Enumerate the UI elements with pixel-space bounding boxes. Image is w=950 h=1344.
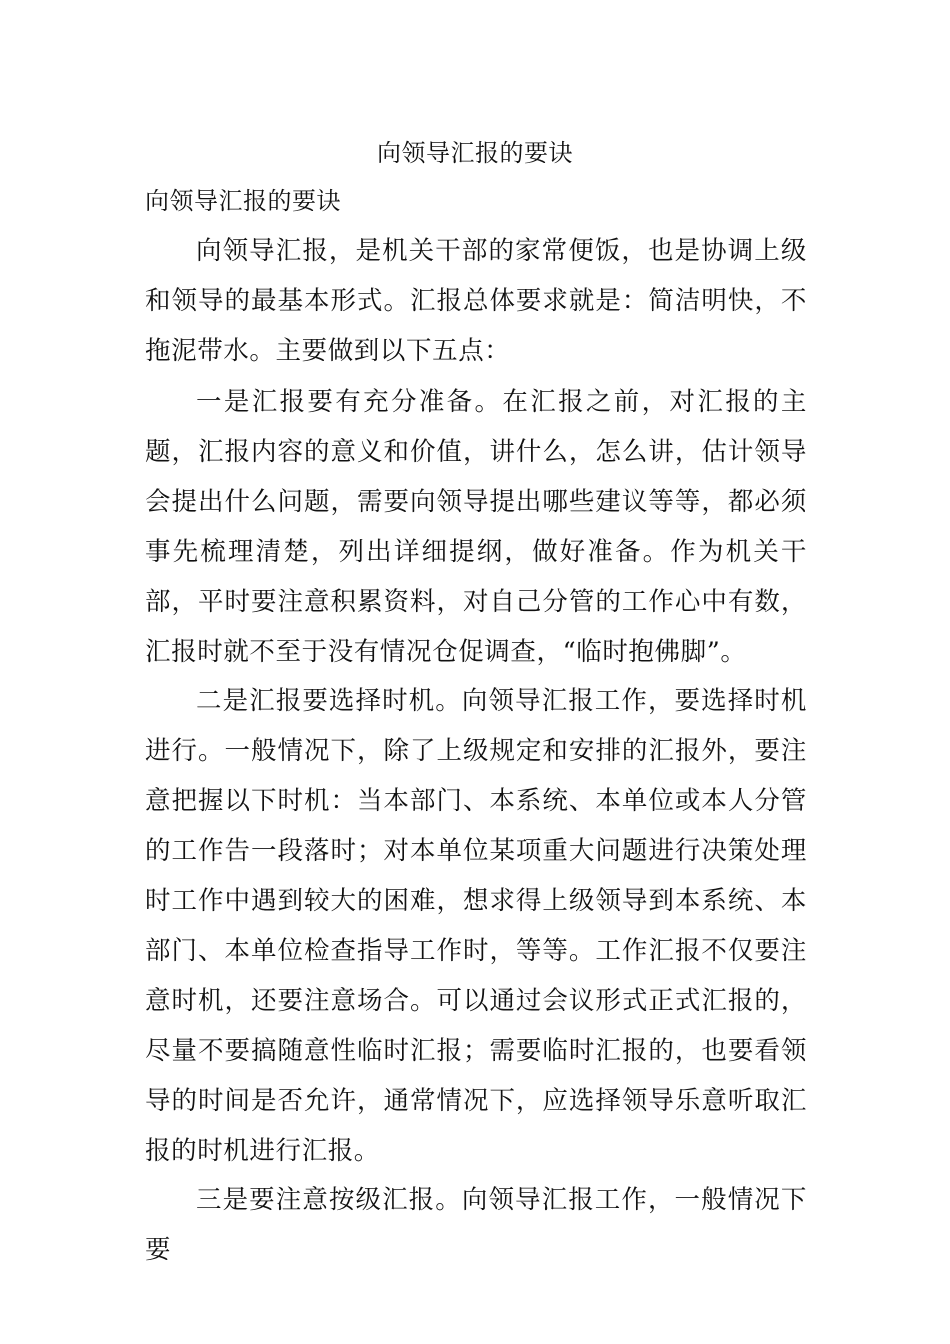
paragraph-point-one xyxy=(145,377,807,677)
paragraph-point-three xyxy=(145,1175,807,1275)
document-title: 向领导汇报的要诀 xyxy=(377,139,573,167)
paragraph-text: 二是汇报要选择时机。向领导汇报工作，要选择时机进行。一般情况下，除了上级规定和安排的汇报外，要注意把握以下时机：当本部门、本系统、本单位或本人分管的工作告一段落时；对本单位某项重大问题进行决策处理时工作中遇到较大的困难，想求得上级领导到本系统、本部门、本单位检查指导工作时，等等。工作汇报不仅要注意时机，还要注意场合。可以通过会议形式正式汇报的，尽量不要搞随意性临时汇报；需要临时汇报的，也要看领导的时间是否允许，通常情况下，应选择领导乐意听取汇报的时机进行汇报。 xyxy=(145,686,807,1166)
paragraph-point-two xyxy=(145,676,807,1176)
document-subtitle: 向领导汇报的要诀 xyxy=(145,187,341,215)
paragraph-text: 三是要注意按级汇报。向领导汇报工作，一般情况下要 xyxy=(145,1185,807,1265)
paragraph-text: 向领导汇报，是机关干部的家常便饭，也是协调上级和领导的最基本形式。汇报总体要求就是：简洁明快，不拖泥带水。主要做到以下五点： xyxy=(145,236,807,366)
paragraph-text: 一是汇报要有充分准备。在汇报之前，对汇报的主题，汇报内容的意义和价值，讲什么，怎么讲，估计领导会提出什么问题，需要向领导提出哪些建议等等，都必须事先梳理清楚，列出详细提纲，做好准备。作为机关干部，平时要注意积累资料，对自己分管的工作心中有数，汇报时就不至于没有情况仓促调查，“临时抱佛脚”。 xyxy=(145,387,807,667)
paragraph-intro xyxy=(145,226,807,376)
